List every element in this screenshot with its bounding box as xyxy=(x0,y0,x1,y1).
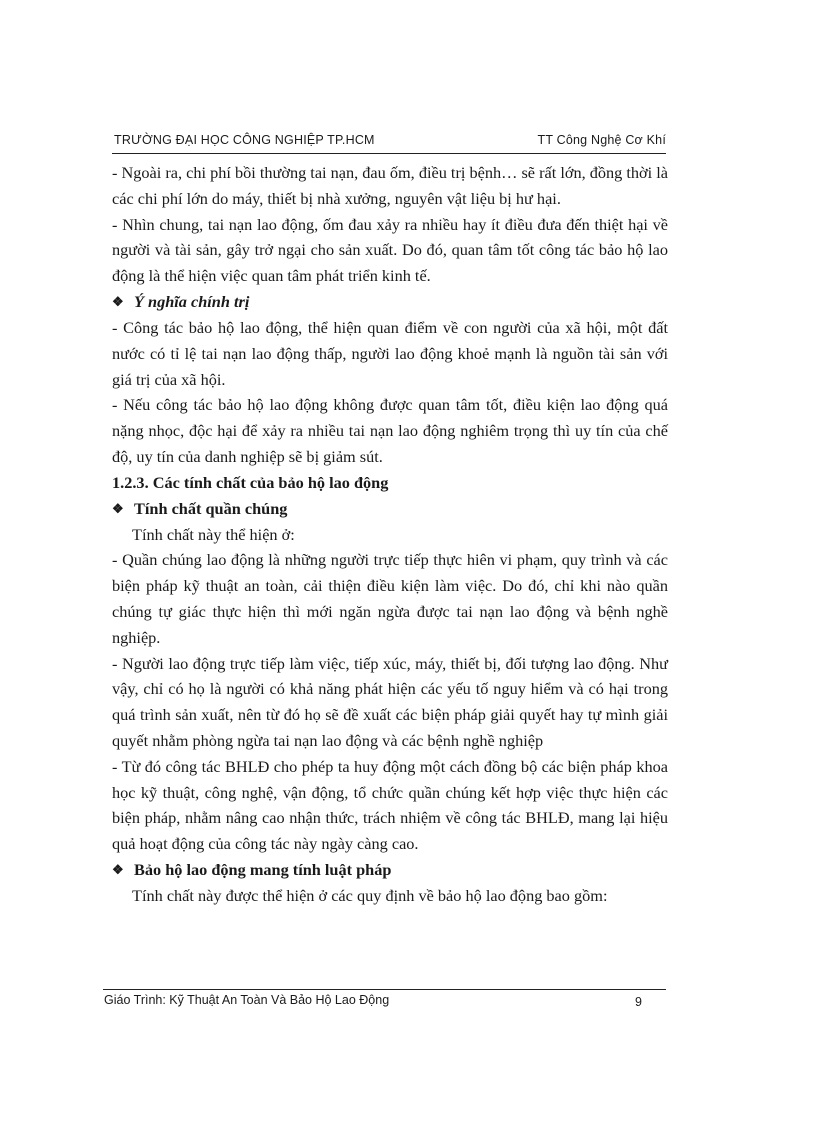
paragraph-workers-direct: - Quần chúng lao động là những người trực tiếp thực hiên vi phạm, quy trình và các biện pháp kỹ thuật an toàn, cải thiện điều kiện làm việc. Do đó, chỉ khi nào quần chúng tự giác thực hiện thì mới ngăn ngừa được tai nạn lao động và bệnh nghề nghiệp. xyxy=(112,550,668,647)
page-number: 9 xyxy=(635,995,642,1009)
paragraph-human-view: - Công tác bảo hộ lao động, thể hiện quan điểm về con người của xã hội, một đất nước có tỉ lệ tai nạn lao động thấp, người lao động khoẻ mạnh là nguồn tài sản với giá trị của xã hội. xyxy=(112,317,668,389)
diamond-bullet-icon: ❖ xyxy=(112,500,124,516)
heading-text: Ý nghĩa chính trị xyxy=(134,291,250,311)
paragraph-intro: Tính chất này thể hiện ở: xyxy=(132,524,295,544)
header-institution: TRƯỜNG ĐẠI HỌC CÔNG NGHIỆP TP.HCM xyxy=(114,133,375,147)
page-header xyxy=(112,131,666,154)
heading-text: Bảo hộ lao động mang tính luật pháp xyxy=(134,859,392,879)
paragraph-economic-impact: - Nhìn chung, tai nạn lao động, ốm đau xảy ra nhiều hay ít điều đưa đến thiệt hại về người và tài sản, gây trở ngại cho sản xuất. Do đó, quan tâm tốt công tác bảo hộ lao động là thể hiện việc quan tâm phát triển kinh tế. xyxy=(112,214,668,286)
page-footer xyxy=(103,989,666,1009)
header-department: TT Công Nghệ Cơ Khí xyxy=(537,133,666,147)
diamond-bullet-icon: ❖ xyxy=(112,861,124,877)
paragraph-legal-intro: Tính chất này được thể hiện ở các quy định về bảo hộ lao động bao gồm: xyxy=(132,885,608,905)
paragraph-reputation: - Nếu công tác bảo hộ lao động không được quan tâm tốt, điều kiện lao động quá nặng nhọc, độc hại để xảy ra nhiều tai nạn lao động nghiêm trọng thì uy tín của chế độ, uy tín của danh nghiệp sẽ bị giảm sút. xyxy=(112,395,668,466)
heading-text: Tính chất quần chúng xyxy=(134,498,288,518)
page-body xyxy=(112,160,668,909)
paragraph-compensation-cost: - Ngoài ra, chi phí bồi thường tai nạn, đau ốm, điều trị bệnh… sẽ rất lớn, đồng thời là các chi phí lớn do máy, thiết bị nhà xưởng, nguyên vật liệu bị hư hại. xyxy=(112,163,668,208)
heading-political-meaning xyxy=(112,289,668,315)
paragraph-mobilization: - Từ đó công tác BHLĐ cho phép ta huy động một cách đồng bộ các biện pháp khoa học kỹ thuật, công nghệ, vận động, tổ chức quần chúng kết hợp việc thực hiện các biện pháp, nhằm nâng cao nhận thức, trách nhiệm về công tác BHLĐ, mang lại hiệu quả hoạt động của công tác này ngày càng cao. xyxy=(112,756,668,854)
paragraph-hazard-detection: - Người lao động trực tiếp làm việc, tiếp xúc, máy, thiết bị, đối tượng lao động. Như vậy, chỉ có họ là người có khả năng phát hiện các yếu tố nguy hiểm và có hại trong quá trình sản xuất, nên từ đó họ sẽ đề xuất các biện pháp giải quyết hay tự mình giải quyết nhằm phòng ngừa tai nạn lao động và các bệnh nghề nghiệp xyxy=(112,653,668,750)
heading-legal-character xyxy=(112,857,668,883)
heading-mass-character xyxy=(112,496,668,522)
footer-title: Giáo Trình: Kỹ Thuật An Toàn Và Bảo Hộ Lao Động xyxy=(104,993,390,1007)
section-heading: 1.2.3. Các tính chất của bảo hộ lao động xyxy=(112,472,389,492)
diamond-bullet-icon: ❖ xyxy=(112,293,124,309)
